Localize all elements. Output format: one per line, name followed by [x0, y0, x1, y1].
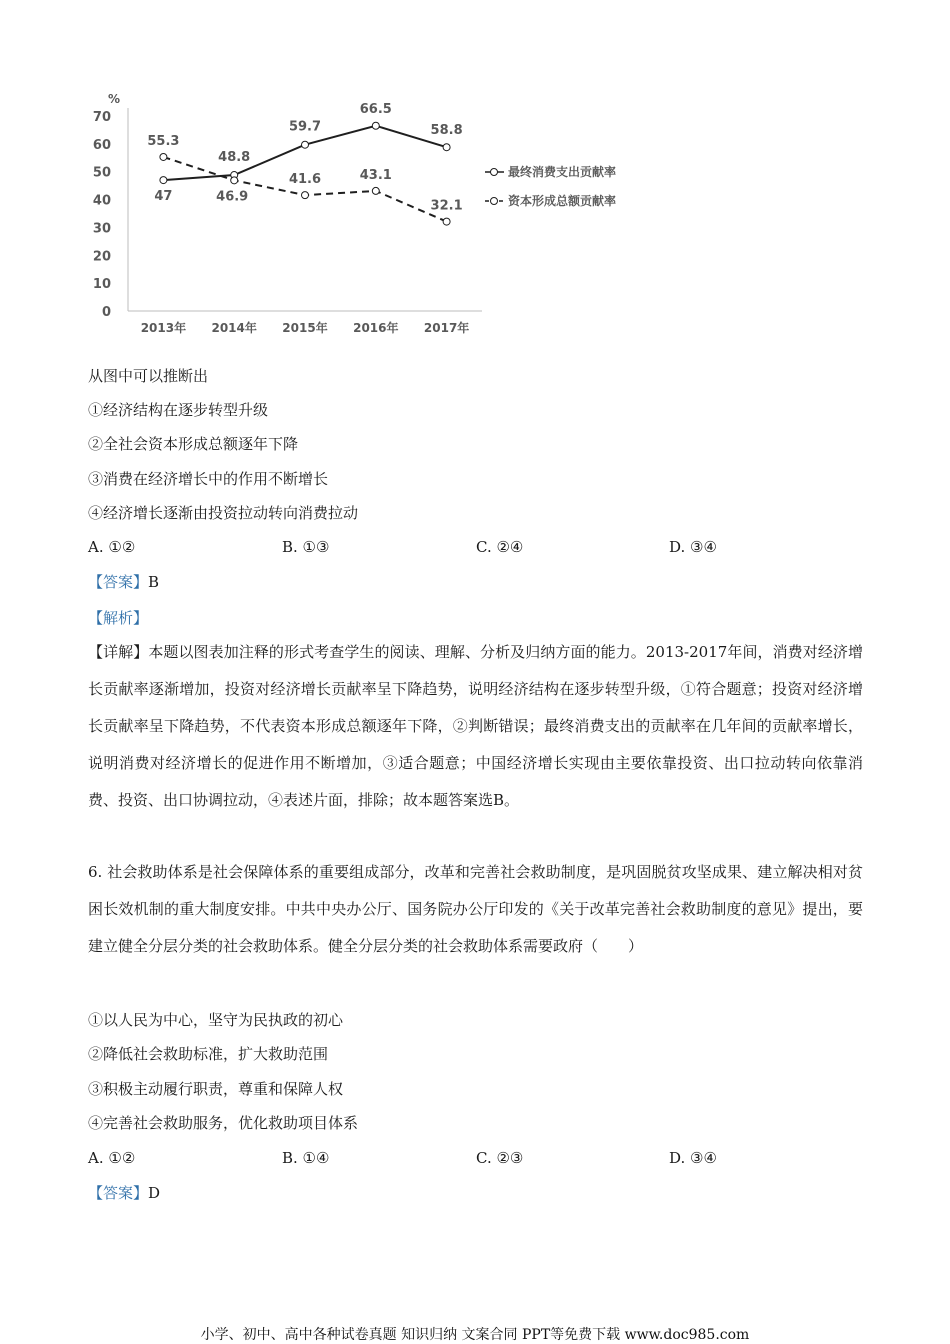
- q5-answer: [88, 572, 159, 592]
- q5-option-a: A. ①②: [88, 538, 136, 556]
- data-point: [231, 177, 238, 184]
- legend-marker-1: [491, 169, 498, 176]
- data-point: [302, 141, 309, 148]
- y-tick-label: 70: [92, 110, 111, 125]
- data-label: 46.9: [216, 189, 249, 205]
- legend-label-1: 最终消费支出贡献率: [508, 165, 617, 179]
- x-tick-label: 2013年: [140, 321, 187, 335]
- q6-answer: [88, 1183, 160, 1203]
- x-tick-label: 2017年: [423, 321, 470, 335]
- data-point: [160, 153, 167, 160]
- page-footer: 小学、初中、高中各种试卷真题 知识归纳 文案合同 PPT等免费下载 www.doc985.com: [200, 1327, 750, 1343]
- x-tick-label: 2014年: [211, 321, 257, 335]
- q5-option-b: B. ①③: [282, 538, 330, 556]
- y-tick-label: 20: [92, 249, 111, 265]
- q6-option-d: D. ③④: [669, 1149, 717, 1167]
- q6-item-3: ③积极主动履行职责，尊重和保障人权: [88, 1080, 344, 1098]
- data-label: 55.3: [147, 133, 180, 149]
- q5-option-c: C. ②④: [476, 538, 524, 556]
- y-unit-label: %: [107, 92, 121, 106]
- x-tick-label: 2016年: [353, 321, 399, 335]
- y-tick-label: 10: [92, 277, 111, 293]
- legend-marker-2: [491, 198, 498, 205]
- line-chart: [90, 85, 650, 345]
- q5-item-2: ②全社会资本形成总额逐年下降: [88, 435, 299, 453]
- data-label: 32.1: [430, 198, 463, 214]
- q6-item-1: ①以人民为中心，坚守为民执政的初心: [88, 1011, 344, 1029]
- q5-item-1: ①经济结构在逐步转型升级: [88, 401, 269, 419]
- y-tick-label: 60: [92, 137, 111, 153]
- contribution-rate-chart: [90, 85, 650, 345]
- q5-answer-value: B: [148, 573, 160, 591]
- q5-detail-tag: 【详解】: [88, 643, 149, 661]
- y-tick-label: 0: [101, 305, 111, 320]
- data-label: 59.7: [288, 119, 322, 135]
- q6-option-b: B. ①④: [282, 1149, 330, 1167]
- q5-detail: [88, 634, 863, 819]
- y-tick-label: 30: [92, 221, 111, 237]
- data-label: 41.6: [288, 172, 322, 188]
- legend-label-2: 资本形成总额贡献率: [508, 194, 617, 208]
- x-tick-label: 2015年: [282, 321, 328, 335]
- data-label: 47: [154, 189, 173, 205]
- y-tick-label: 40: [92, 193, 111, 209]
- series-line-2: [163, 157, 446, 222]
- data-point: [302, 192, 309, 199]
- q6-answer-tag: 【答案】: [88, 1184, 149, 1202]
- q6-item-4: ④完善社会救助服务，优化救助项目体系: [88, 1114, 359, 1132]
- q5-stem: 从图中可以推断出: [88, 367, 209, 385]
- data-label: 58.8: [430, 123, 463, 139]
- q5-option-d: D. ③④: [669, 538, 717, 556]
- data-point: [443, 144, 450, 151]
- y-tick-label: 50: [92, 165, 111, 181]
- data-point: [443, 218, 450, 225]
- q6-answer-value: D: [148, 1184, 161, 1202]
- data-point: [372, 187, 379, 194]
- data-point: [160, 177, 167, 184]
- q5-item-3: ③消费在经济增长中的作用不断增长: [88, 470, 329, 488]
- q6-option-c: C. ②③: [476, 1149, 524, 1167]
- q5-analysis-tag: 【解析】: [88, 609, 149, 627]
- q6-stem: 6. 社会救助体系是社会保障体系的重要组成部分，改革和完善社会救助制度，是巩固脱贫攻坚成果、建立解决相对贫困长效机制的重大制度安排。中共中央办公厅、国务院办公厅印发的《关于改革完善社会救助制度的意见》提出，要建立健全分层分类的社会救助体系。健全分层分类的社会救助体系需要政府（ ）: [88, 863, 863, 955]
- data-label: 66.5: [359, 101, 392, 117]
- q6-item-2: ②降低社会救助标准，扩大救助范围: [88, 1045, 329, 1063]
- data-label: 48.8: [218, 150, 251, 166]
- data-point: [372, 122, 379, 129]
- q5-detail-text: 本题以图表加注释的形式考查学生的阅读、理解、分析及归纳方面的能力。2013-2017年间，消费对经济增长贡献率逐渐增加，投资对经济增长贡献率呈下降趋势，说明经济结构在逐步转型升级，①符合题意；投资对经济增长贡献率呈下降趋势，不代表资本形成总额逐年下降，②判断错误；最终消费支出的贡献率在几年间的贡献率增长，说明消费对经济增长的促进作用不断增加，③适合题意；中国经济增长实现由主要依靠投资、出口拉动转向依靠消费、投资、出口协调拉动，④表述片面，排除；故本题答案选B。: [88, 643, 863, 809]
- q5-item-4: ④经济增长逐渐由投资拉动转向消费拉动: [88, 504, 359, 522]
- data-label: 43.1: [359, 167, 392, 183]
- q6-option-a: A. ①②: [88, 1149, 136, 1167]
- q5-answer-tag: 【答案】: [88, 573, 149, 591]
